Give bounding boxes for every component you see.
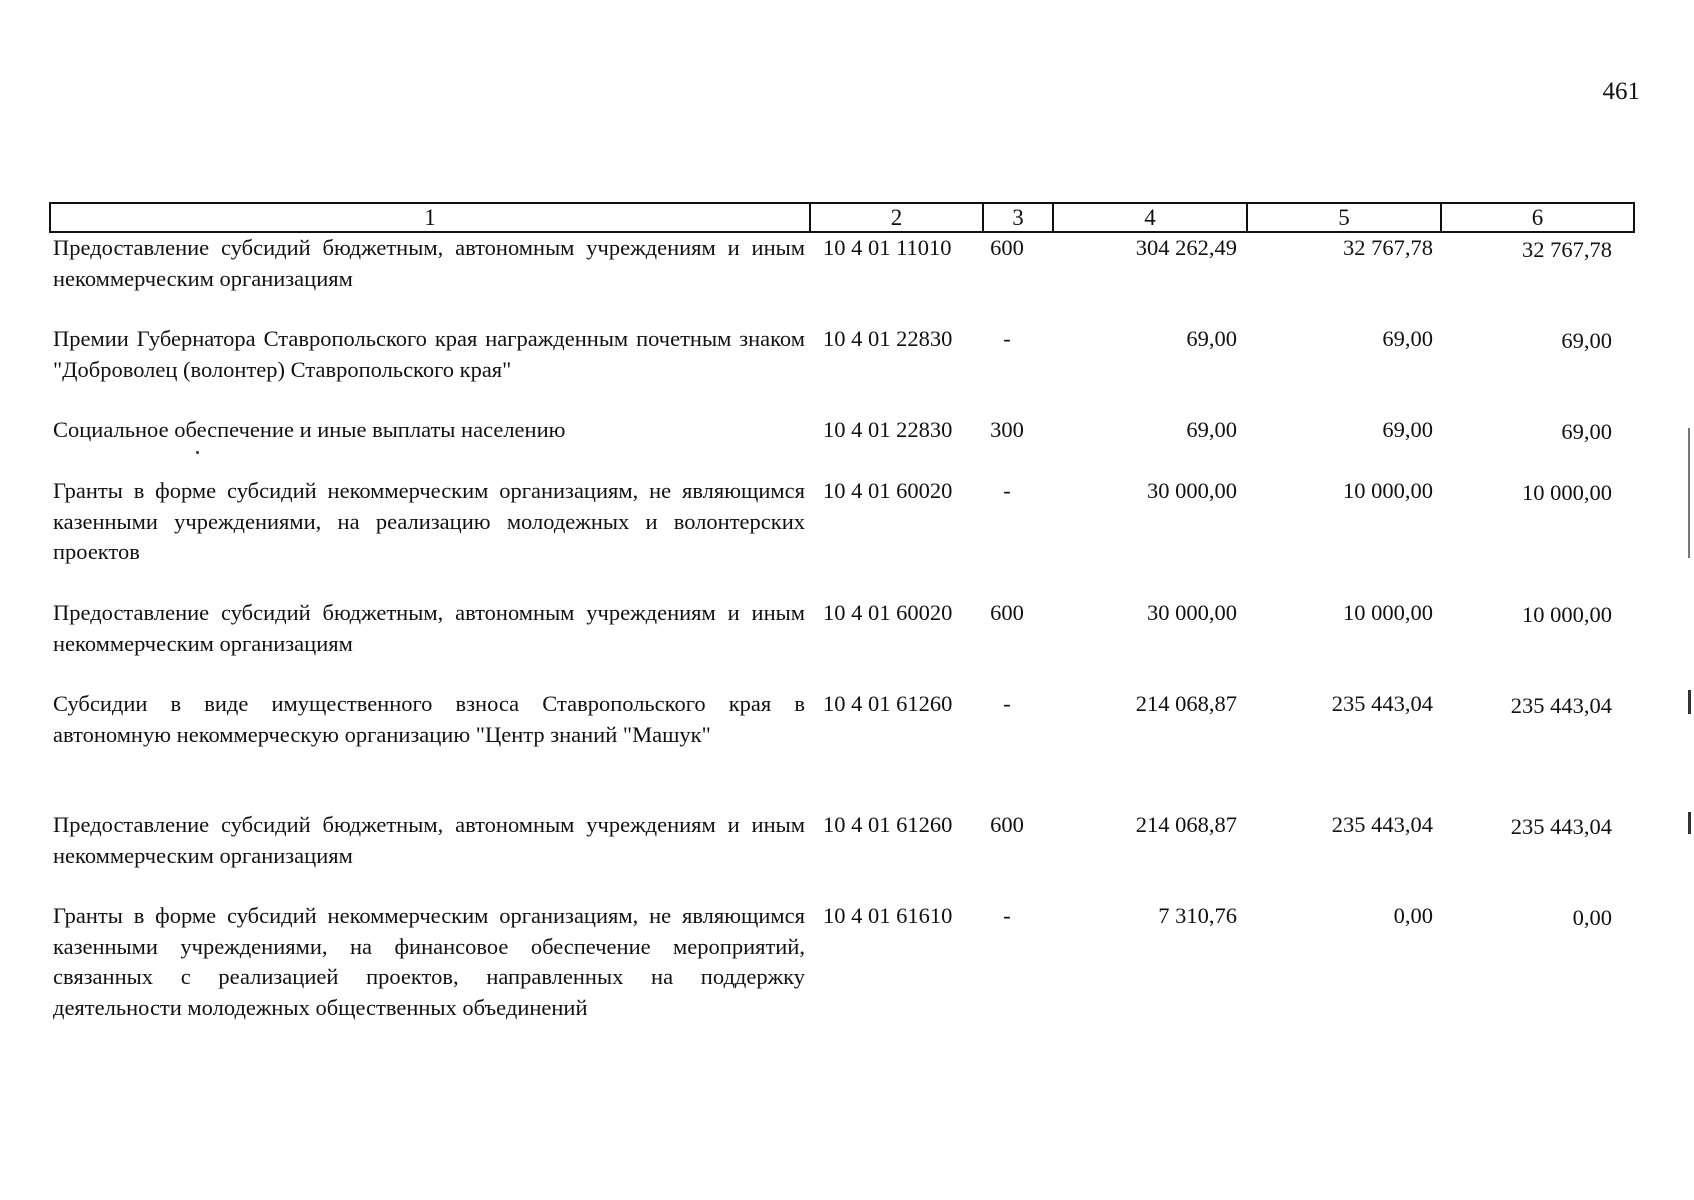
row-code: 10 4 01 22830 bbox=[823, 326, 953, 351]
row-value-4: 69,00 bbox=[1186, 417, 1237, 442]
header-col-1: 1 bbox=[49, 202, 809, 233]
row-code: 10 4 01 11010 bbox=[823, 235, 952, 260]
row-code: 10 4 01 61260 bbox=[823, 812, 953, 837]
header-col-2: 2 bbox=[809, 202, 982, 233]
row-vr: - bbox=[1003, 691, 1011, 716]
row-value-6: 10 000,00 bbox=[1522, 602, 1612, 627]
row-value-4: 304 262,49 bbox=[1135, 235, 1237, 260]
row-vr: - bbox=[1003, 478, 1011, 503]
row-code: 10 4 01 60020 bbox=[823, 600, 953, 625]
table-header bbox=[49, 202, 1635, 233]
header-col-4: 4 bbox=[1052, 202, 1246, 233]
row-value-4: 214 068,87 bbox=[1135, 812, 1237, 837]
header-col-5: 5 bbox=[1246, 202, 1440, 233]
row-code: 10 4 01 61610 bbox=[823, 903, 953, 928]
row-value-6: 69,00 bbox=[1561, 419, 1612, 444]
row-value-5: 0,00 bbox=[1393, 903, 1433, 928]
row-value-5: 10 000,00 bbox=[1343, 478, 1433, 503]
scan-edge-mark bbox=[1688, 812, 1691, 834]
header-col-6: 6 bbox=[1440, 202, 1635, 233]
scan-edge-mark bbox=[1688, 690, 1691, 714]
row-value-5: 235 443,04 bbox=[1331, 691, 1433, 716]
row-value-5: 69,00 bbox=[1382, 326, 1433, 351]
row-name: Социальное обеспечение и иные выплаты населению bbox=[53, 417, 566, 442]
row-code: 10 4 01 61260 bbox=[823, 691, 953, 716]
row-name: Премии Губернатора Ставропольского края награжденным почетным знаком "Доброволец (волонтер) Ставропольского края" bbox=[53, 326, 805, 382]
row-vr: 300 bbox=[990, 417, 1024, 442]
row-value-5: 69,00 bbox=[1382, 417, 1433, 442]
row-value-6: 235 443,04 bbox=[1510, 814, 1612, 839]
row-value-6: 10 000,00 bbox=[1522, 480, 1612, 505]
row-value-4: 69,00 bbox=[1186, 326, 1237, 351]
row-value-4: 30 000,00 bbox=[1147, 600, 1237, 625]
page-number: 461 bbox=[1602, 78, 1640, 105]
row-value-4: 30 000,00 bbox=[1147, 478, 1237, 503]
row-vr: 600 bbox=[990, 812, 1024, 837]
row-value-5: 32 767,78 bbox=[1343, 235, 1433, 260]
row-vr: 600 bbox=[990, 235, 1024, 260]
row-value-4: 214 068,87 bbox=[1135, 691, 1237, 716]
scan-edge-mark bbox=[1688, 428, 1690, 558]
header-col-3: 3 bbox=[982, 202, 1052, 233]
row-code: 10 4 01 22830 bbox=[823, 417, 953, 442]
row-name: Предоставление субсидий бюджетным, автономным учреждениям и иным некоммерческим организациям bbox=[53, 812, 805, 868]
row-code: 10 4 01 60020 bbox=[823, 478, 953, 503]
row-vr: - bbox=[1003, 903, 1011, 928]
row-value-5: 10 000,00 bbox=[1343, 600, 1433, 625]
row-name: Гранты в форме субсидий некоммерческим организациям, не являющимся казенными учреждениями, на реализацию молодежных и волонтерских проектов bbox=[53, 478, 805, 564]
row-value-5: 235 443,04 bbox=[1331, 812, 1433, 837]
row-value-6: 0,00 bbox=[1572, 905, 1612, 930]
row-vr: 600 bbox=[990, 600, 1024, 625]
row-value-6: 69,00 bbox=[1561, 328, 1612, 353]
row-value-6: 32 767,78 bbox=[1522, 237, 1612, 262]
row-value-6: 235 443,04 bbox=[1510, 693, 1612, 718]
row-name: Субсидии в виде имущественного взноса Ставропольского края в автономную некоммерческую организацию "Центр знаний "Машук" bbox=[53, 691, 805, 747]
row-name: Предоставление субсидий бюджетным, автономным учреждениям и иным некоммерческим организациям bbox=[53, 600, 805, 656]
row-value-4: 7 310,76 bbox=[1158, 903, 1237, 928]
row-name: Гранты в форме субсидий некоммерческим организациям, не являющимся казенными учреждениями, на финансовое обеспечение мероприятий, связанных с реализацией проектов, направленных на поддержку деятельности молодежных общественных объединений bbox=[53, 903, 805, 1020]
row-vr: - bbox=[1003, 326, 1011, 351]
scan-dot bbox=[196, 451, 199, 454]
row-name: Предоставление субсидий бюджетным, автономным учреждениям и иным некоммерческим организациям bbox=[53, 235, 805, 291]
